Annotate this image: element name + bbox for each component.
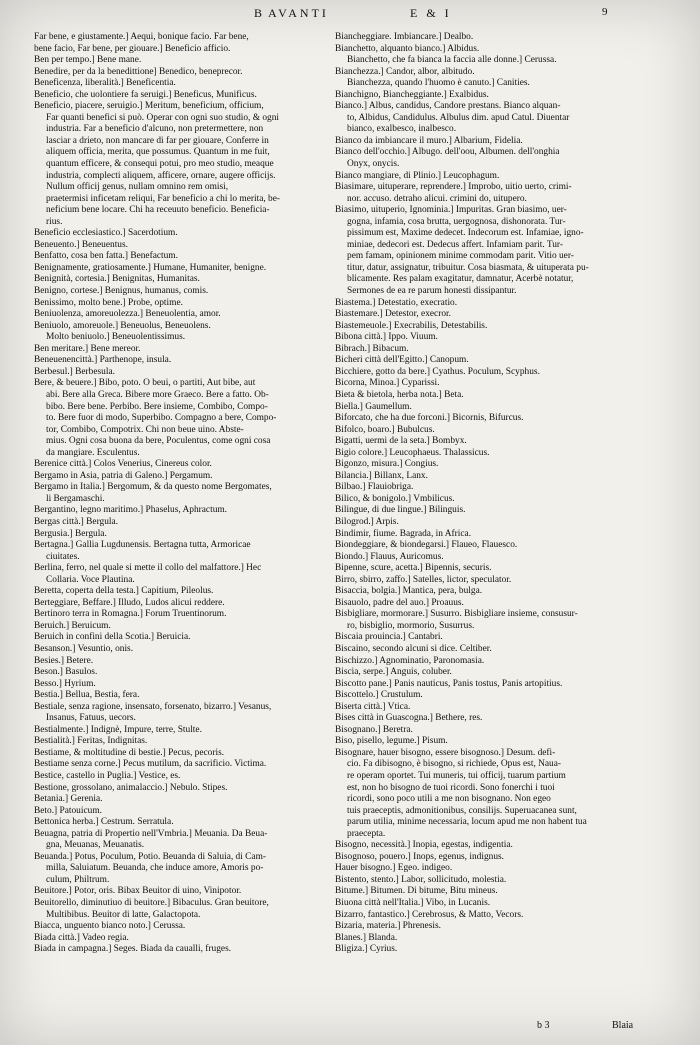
dictionary-entry-line: Besanson.] Vesuntio, onis.: [34, 643, 134, 654]
dictionary-entry-line: Far quanti benefici si può. Operar con ogni suo studio, & ogni: [46, 112, 280, 123]
dictionary-entry-line: Biastemeuole.] Execrabilis, Detestabilis.: [335, 320, 488, 331]
dictionary-entry-line: neficium bene locare. Chi ha receuuto beneficio. Beneficia-: [46, 205, 270, 216]
catchword: Blaia: [612, 1020, 634, 1031]
dictionary-entry-line: Benfatto, cosa ben fatta.] Benefactum.: [34, 251, 178, 262]
dictionary-entry-line: culum, Philtrum.: [46, 874, 110, 885]
dictionary-entry-line: Beneuenencittà.] Parthenope, insula.: [34, 355, 172, 366]
dictionary-entry-line: Bigatti, uermi de la seta.] Bombyx.: [335, 436, 467, 447]
dictionary-entry-line: Benissimo, molto bene.] Probe, optime.: [34, 297, 183, 308]
dictionary-entry-line: Bianco mangiare, di Plinio.] Leucophagum.: [335, 170, 500, 181]
dictionary-entry-line: mius. Ogni cosa buona da bere, Poculentus, come ogni cosa: [46, 436, 271, 447]
dictionary-entry-line: Sermones de ea re parum honesti dissipantur.: [347, 286, 517, 297]
dictionary-entry-line: titur, datur, assignatur, tribuitur. Cosa biasmata, & uituperata pu-: [347, 262, 589, 273]
dictionary-entry-line: bibo. Bere bene. Perbibo. Bere insieme, Combibo, Compo-: [46, 401, 268, 412]
dictionary-entry-line: Multibibus. Beuitor di latte, Galactopota.: [46, 909, 201, 920]
dictionary-entry-line: Bicorna, Minoa.] Cyparissi.: [335, 378, 440, 389]
left-column: [34, 32, 326, 956]
dictionary-entry-line: Bestiame, & moltitudine di bestie.] Pecus, pecoris.: [34, 747, 225, 758]
dictionary-entry-line: Biuona città nell'Italia.] Vibo, in Lucanis.: [335, 898, 491, 909]
dictionary-entry-line: Onyx, onycis.: [347, 159, 400, 170]
dictionary-entry-line: Bisbigliare, mormorare.] Susurro. Bisbigliare insieme, consusur-: [335, 609, 578, 620]
dictionary-entry-line: Beuanda.] Potus, Poculum, Potio. Beuanda di Saluia, di Cam-: [34, 851, 267, 862]
header-title: AVANTI: [268, 6, 329, 20]
dictionary-entry-line: Beneuento.] Beneuentus.: [34, 239, 128, 250]
dictionary-entry-line: Bergamo in Italia.] Bergomum, & da questo nome Bergomates,: [34, 482, 272, 493]
dictionary-entry-line: blicamente. Res palam exagitatur, damnatur, Acerbè notatur,: [347, 274, 574, 285]
dictionary-entry-line: Beto.] Patouicum.: [34, 805, 102, 816]
dictionary-entry-line: Biscaia prouincia.] Cantabri.: [335, 632, 443, 643]
dictionary-entry-line: Beretta, coperta della testa.] Capitium, Pileolus.: [34, 586, 214, 597]
dictionary-entry-line: Beniuolenza, amoreuolezza.] Beneuolentia, amor.: [34, 309, 221, 320]
dictionary-entry-line: industria. Far a beneficio d'alcuno, non pretermettere, non: [46, 124, 264, 135]
dictionary-entry-line: praetermisi inficetam reliqui, Far beneficio a chi lo merita, be-: [46, 193, 281, 204]
dictionary-entry-line: da mangiare. Esculentus.: [46, 447, 140, 458]
dictionary-entry-line: bene facio, Far bene, per giouare.] Beneficio afficio.: [34, 43, 231, 54]
dictionary-entry-line: Berbesul.] Berbesula.: [34, 366, 115, 377]
dictionary-entry-line: Bettonica herba.] Cestrum. Serratula.: [34, 817, 174, 828]
dictionary-entry-line: Bisogno, necessità.] Inopia, egestas, indigentia.: [335, 840, 513, 851]
dictionary-entry-line: Berteggiare, Beffare.] Illudo, Ludos alicui reddere.: [34, 597, 225, 608]
dictionary-entry-line: Beson.] Basulos.: [34, 667, 98, 678]
dictionary-entry-line: Beruich in confini della Scotia.] Beruicia.: [34, 632, 191, 643]
dictionary-entry-line: Bestialità.] Feritas, Indignitas.: [34, 736, 148, 747]
dictionary-entry-line: gna, Meuanas, Meuanatis.: [46, 840, 145, 851]
dictionary-entry-line: Bergantino, legno maritimo.] Phaselus, Aphractum.: [34, 505, 228, 516]
dictionary-entry-line: Bitume.] Bitumen. Di bitume, Bitu mineus.: [335, 886, 498, 897]
dictionary-entry-line: Birro, sbirro, zaffo.] Satelles, lictor, speculator.: [335, 574, 512, 585]
dictionary-entry-line: Bianchezza, quando l'huomo è canuto.] Canities.: [347, 78, 530, 89]
dictionary-entry-line: Bilbao.] Flauiobriga.: [335, 482, 414, 493]
dictionary-entry-line: Bilogrod.] Arpis.: [335, 516, 399, 527]
dictionary-entry-line: Beuagna, patria di Propertio nell'Vmbria.] Meuania. Da Beua-: [34, 828, 268, 839]
dictionary-entry-line: milla, Saluiatum. Beuanda, che induce amore, Amoris po-: [46, 863, 264, 874]
dictionary-entry-line: Betania.] Gerenia.: [34, 794, 103, 805]
dictionary-entry-line: Biscia, serpe.] Anguis, coluber.: [335, 667, 452, 678]
dictionary-entry-line: Bischizzo.] Agnominatio, Paronomasia.: [335, 655, 485, 666]
dictionary-entry-line: li Bergamaschi.: [46, 493, 105, 504]
dictionary-entry-line: Beruich.] Beruicum.: [34, 620, 111, 631]
dictionary-entry-line: Collaria. Voce Plautina.: [46, 574, 135, 585]
dictionary-entry-line: Biserta città.] Vtica.: [335, 701, 411, 712]
dictionary-entry-line: nor. accuso. detraho alicui. crimini do, uitupero.: [347, 193, 527, 204]
dictionary-entry-line: ro, bisbiglio, mormorio, Susurrus.: [347, 620, 475, 631]
dictionary-entry-line: Bestialmente.] Indignè, Impure, terre, Stulte.: [34, 724, 202, 735]
dictionary-entry-line: Bergusia.] Bergula.: [34, 528, 107, 539]
dictionary-entry-line: Beneficenza, liberalità.] Beneficentia.: [34, 78, 176, 89]
dictionary-entry-line: Bisauolo, padre del auo.] Proauus.: [335, 597, 464, 608]
dictionary-entry-line: quantum efficere, & consequi potui, pro meo studio, meaque: [46, 159, 274, 170]
dictionary-entry-line: Berlina, ferro, nel quale si mette il collo del malfattore.] Hec: [34, 563, 262, 574]
dictionary-entry-line: Benigno, cortese.] Benignus, humanus, comis.: [34, 286, 209, 297]
dictionary-entry-line: tor, Combibo, Compotrix. Chi non beue uino. Abste-: [46, 424, 244, 435]
dictionary-entry-line: Berenice città.] Colos Venerius, Cinereus color.: [34, 459, 212, 470]
dictionary-entry-line: Beneficio ecclesiastico.] Sacerdotium.: [34, 228, 178, 239]
page-number: 9: [602, 6, 608, 18]
dictionary-entry-line: Beuitorello, diminutiuo di beuitore.] Bibaculus. Gran beuitore,: [34, 898, 269, 909]
dictionary-entry-line: Benedire, per da la benedittione] Benedico, beneprecor.: [34, 66, 243, 77]
dictionary-entry-line: Biondeggiare, & biondegarsi.] Flaueo, Flauesco.: [335, 540, 518, 551]
dictionary-entry-line: Bestiame senza corne.] Pecus mutilum, da sacrificio. Victima.: [34, 759, 267, 770]
dictionary-entry-line: Bisognare, hauer bisogno, essere bisognoso.] Desum. defi-: [335, 747, 556, 758]
dictionary-entry-line: pissimum est, Maxime dedecet. Indecorum est. Infamiae, igno-: [347, 228, 584, 239]
dictionary-entry-line: praecepta.: [347, 828, 386, 839]
dictionary-entry-line: Biada in campagna.] Seges. Biada da caualli, fruges.: [34, 944, 232, 955]
dictionary-entry-line: Bises città in Guascogna.] Bethere, res.: [335, 713, 483, 724]
dictionary-entry-line: Bilico, & bonigolo.] Vmbilicus.: [335, 493, 455, 504]
dictionary-entry-line: Bifolco, boaro.] Bubulcus.: [335, 424, 435, 435]
dictionary-entry-line: Bergas città.] Bergula.: [34, 516, 119, 527]
dictionary-entry-line: Biasimo, uituperio, Ignominia.] Impuritas. Gran biasimo, uer-: [335, 205, 567, 216]
dictionary-entry-line: Bianco.] Albus, candidus, Candore prestans. Bianco alquan-: [335, 101, 561, 112]
dictionary-entry-line: Biastemare.] Detestor, execror.: [335, 309, 451, 320]
dictionary-entry-line: to. Bere fuor di modo, Superbibo. Compagno a bere, Compo-: [46, 413, 277, 424]
dictionary-entry-line: Bianchetto, alquanto bianco.] Albidus.: [335, 43, 480, 54]
dictionary-entry-line: Biacca, unguento bianco noto.] Cerussa.: [34, 921, 186, 932]
dictionary-entry-line: Nullum officij genus, nullam omnino rem omisi,: [46, 182, 229, 193]
dictionary-entry-line: Ben meritare.] Bene mereor.: [34, 343, 141, 354]
dictionary-entry-line: Biasimare, uituperare, reprendere.] Improbo, uitio uerto, crimi-: [335, 182, 572, 193]
dictionary-entry-line: est, non ho bisogno de tuoi ricordi. Sono fonerchi i tuoi: [347, 782, 555, 793]
dictionary-entry-line: lasciar a drieto, non mancare di far per giouare, Conferre in: [46, 135, 269, 146]
dictionary-entry-line: Biancheggiare. Imbiancare.] Dealbo.: [335, 32, 474, 42]
dictionary-entry-line: Biso, pisello, legume.] Pisum.: [335, 736, 448, 747]
dictionary-entry-line: industria, complecti aliquem, afficere, ornare, augere officijs.: [46, 170, 276, 181]
header-letter: B: [254, 6, 266, 20]
dictionary-entry-line: Bligiza.] Cyrius.: [335, 944, 398, 955]
dictionary-entry-line: Beniuolo, amoreuole.] Beneuolus, Beneuolens.: [34, 320, 211, 331]
dictionary-entry-line: Bisognoso, pouero.] Inops, egenus, indignus.: [335, 851, 505, 862]
dictionary-entry-line: Far bene, e giustamente.] Aequi, bonique facio. Far bene,: [34, 32, 249, 42]
dictionary-entry-line: Bestione, grossolano, animalaccio.] Nebulo. Stipes.: [34, 782, 228, 793]
dictionary-entry-line: Besso.] Hyrium.: [34, 678, 96, 689]
dictionary-entry-line: cio. Fa dibisogno, è bisogno, si richiede, Opus est, Naua-: [347, 759, 562, 770]
dictionary-entry-line: re operam oportet. Tui muneris, tui officij, tuarum partium: [347, 771, 566, 781]
dictionary-entry-line: Biscaino, secondo alcuni si dice. Celtiber.: [335, 643, 492, 654]
dictionary-entry-line: Bergamo in Asia, patria di Galeno.] Pergamum.: [34, 470, 213, 481]
dictionary-entry-line: Bizarro, fantastico.] Cerebrosus, & Matto, Vecors.: [335, 909, 524, 920]
dictionary-entry-line: miniae, dedecori est. Dedecus affert. Infamiam parit. Tur-: [347, 239, 563, 250]
dictionary-entry-line: Blanes.] Blanda.: [335, 932, 398, 943]
dictionary-entry-line: Beneficio, piacere, seruigio.] Meritum, beneficium, officium,: [34, 101, 264, 112]
dictionary-entry-line: Bianco dell'occhio.] Albugo. dell'oou, Albumen. dell'onghia: [335, 147, 560, 158]
dictionary-entry-line: Bertinoro terra in Romagna.] Forum Truentinorum.: [34, 609, 227, 620]
dictionary-entry-line: Biforcato, che ha due forconi.] Bicornis, Bifurcus.: [335, 413, 524, 424]
dictionary-entry-line: tuis praeceptis, admonitionibus, consilijs. Superuacanea sunt,: [347, 805, 577, 816]
dictionary-entry-line: gogna, infamia, cosa brutta, uergognosa, dishonorata. Tur-: [347, 216, 566, 227]
dictionary-entry-line: Beneficio, che uolontiere fa seruigi.] Beneficus, Munificus.: [34, 89, 257, 100]
dictionary-entry-line: Beuitore.] Potor, oris. Bibax Beuitor di uino, Vinipotor.: [34, 886, 242, 897]
right-column: [335, 32, 627, 956]
dictionary-entry-line: Biscotto pane.] Panis nauticus, Panis tostus, Panis artopitius.: [335, 678, 563, 689]
dictionary-entry-line: Bestice, castello in Puglia.] Vestice, es.: [34, 771, 181, 781]
dictionary-entry-line: to, Albidus, Candidulus. Albulus dim. apud Catul. Diuentar: [347, 112, 570, 123]
dictionary-entry-line: ciuitates.: [46, 551, 80, 562]
dictionary-entry-line: parum utilia, minime necessaria, locum apud me non habent tua: [347, 817, 587, 828]
dictionary-entry-line: Biondo.] Flauus, Auricomus.: [335, 551, 444, 562]
dictionary-entry-line: Bianchezza.] Candor, albor, albitudo.: [335, 66, 475, 77]
dictionary-entry-line: Bestiale, senza ragione, insensato, forsenato, bizarro.] Vesanus,: [34, 701, 272, 712]
dictionary-entry-line: Bicchiere, gotto da bere.] Cyathus. Poculum, Scyphus.: [335, 366, 540, 377]
dictionary-entry-line: Ben per tempo.] Bene mane.: [34, 55, 142, 66]
dictionary-entry-line: Bicheri città dell'Egitto.] Canopum.: [335, 355, 469, 366]
dictionary-entry-line: Besies.] Betere.: [34, 655, 94, 666]
dictionary-entry-line: Bilancia.] Billanx, Lanx.: [335, 470, 428, 481]
dictionary-entry-line: ricordi, sono poco utili a me non bisognano. Non egeo: [347, 794, 551, 805]
dictionary-entry-line: Bizaria, materia.] Phrenesis.: [335, 921, 441, 932]
dictionary-entry-line: Bestia.] Bellua, Bestia, fera.: [34, 690, 140, 701]
dictionary-entry-line: Biastema.] Detestatio, execratio.: [335, 297, 458, 308]
dictionary-entry-line: Benignamente, gratiosamente.] Humane, Humaniter, benigne.: [34, 262, 267, 273]
dictionary-entry-line: bianco, exalbesco, inalbesco.: [347, 124, 457, 135]
dictionary-entry-line: Biella.] Gaumellum.: [335, 401, 412, 412]
dictionary-entry-line: Bibrach.] Bibacum.: [335, 343, 409, 354]
dictionary-entry-line: Bertagna.] Gallia Lugdunensis. Bertagna tutta, Armoricae: [34, 540, 251, 551]
dictionary-entry-line: rius.: [46, 216, 63, 227]
dictionary-entry-line: Bisognano.] Beretra.: [335, 724, 413, 735]
dictionary-entry-line: Bianco da imbiancare il muro.] Albarium, Fidelia.: [335, 135, 523, 146]
dictionary-entry-line: Bisaccia, bolgia.] Mantica, pera, bulga.: [335, 586, 483, 597]
dictionary-entry-line: Bistento, stento.] Labor, sollicitudo, molestia.: [335, 874, 507, 885]
dictionary-entry-line: Molto beniuolo.] Beneuolentissimus.: [46, 332, 186, 343]
dictionary-entry-line: Bieta & bietola, herba nota.] Beta.: [335, 389, 464, 400]
dictionary-entry-line: aliquem officia, merita, que possumus. Quantum in me fuit,: [46, 147, 270, 158]
dictionary-entry-line: Hauer bisogno.] Egeo. indigeo.: [335, 863, 453, 874]
dictionary-entry-line: Bere, & beuere.] Bibo, poto. O beui, o partiti, Aut bibe, aut: [34, 378, 256, 389]
page-footer: [0, 1020, 700, 1036]
dictionary-entry-line: Bipenne, scure, acetta.] Bipennis, securis.: [335, 563, 492, 574]
dictionary-entry-line: Bibona città.] Ippo. Viuum.: [335, 332, 438, 343]
dictionary-entry-line: Bigio colore.] Leucophaeus. Thalassicus.: [335, 447, 490, 458]
dictionary-entry-line: Bigonzo, misura.] Congius.: [335, 459, 439, 470]
dictionary-entry-line: abi. Bere alla Greca. Bibere more Graeco. Bere a fatto. Ob-: [46, 389, 269, 400]
dictionary-entry-line: Bianchigno, Biancheggiante.] Exalbidus.: [335, 89, 489, 100]
dictionary-entry-line: Bindimir, fiume. Bagrada, in Africa.: [335, 528, 472, 539]
header-right: E & I: [410, 6, 452, 20]
dictionary-entry-line: pem famam, opinionem minime commodam parit. Vitio uer-: [347, 251, 574, 262]
signature-mark: b 3: [537, 1020, 550, 1031]
dictionary-entry-line: Insanus, Fatuus, uecors.: [46, 713, 136, 724]
dictionary-entry-line: Bianchetto, che fa bianca la faccia alle donne.] Cerussa.: [347, 55, 557, 66]
dictionary-entry-line: Biscottelo.] Crustulum.: [335, 690, 423, 701]
running-header: [0, 4, 700, 24]
dictionary-entry-line: Biada città.] Vadeo regia.: [34, 932, 129, 943]
dictionary-entry-line: Benignità, cortesia.] Benignitas, Humanitas.: [34, 274, 200, 285]
dictionary-entry-line: Bilingue, di due lingue.] Bilinguis.: [335, 505, 466, 516]
